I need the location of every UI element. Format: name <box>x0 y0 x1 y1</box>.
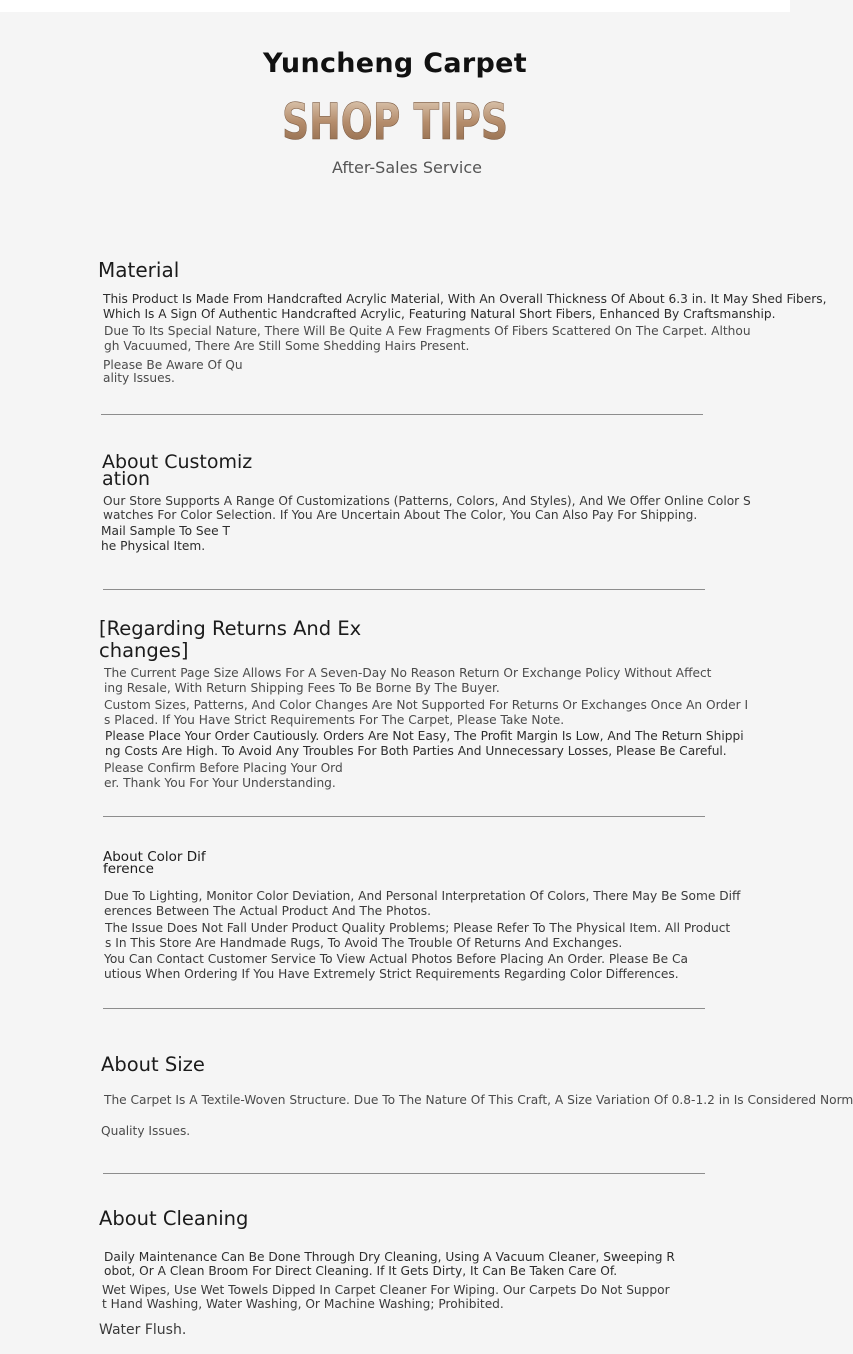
returns-line: Please Place Your Order Cautiously. Orders Are Not Easy, The Profit Margin Is Low, And The Return Shippi <box>105 729 744 743</box>
section-divider <box>103 589 705 590</box>
returns-heading-line: [Regarding Returns And Ex <box>99 617 362 640</box>
material-line: This Product Is Made From Handcrafted Acrylic Material, With An Overall Thickness Of About 6.3 in. It May Shed Fibers, <box>103 292 827 306</box>
returns-line: ng Costs Are High. To Avoid Any Troubles For Both Parties And Unnecessary Losses, Please Be Careful. <box>105 744 727 758</box>
returns-line: Custom Sizes, Patterns, And Color Changes Are Not Supported For Returns Or Exchanges Once An Order I <box>104 698 749 712</box>
returns-heading-line: changes] <box>99 639 189 662</box>
page-subtitle: After-Sales Service <box>332 158 482 177</box>
returns-line: ing Resale, With Return Shipping Fees To Be Borne By The Buyer. <box>104 681 500 695</box>
cleaning-line: Water Flush. <box>99 1322 187 1338</box>
customization-heading-line: About Customiz <box>102 451 253 473</box>
cleaning-line: Daily Maintenance Can Be Done Through Dry Cleaning, Using A Vacuum Cleaner, Sweeping R <box>104 1250 675 1264</box>
customization-line: he Physical Item. <box>101 539 206 553</box>
brand-title: Yuncheng Carpet <box>263 48 527 79</box>
shop-tips-logo <box>277 82 513 150</box>
customization-line: Our Store Supports A Range Of Customizations (Patterns, Colors, And Styles), And We Offer Online Color S <box>103 494 751 508</box>
size-line: Quality Issues. <box>101 1124 191 1138</box>
material-line: Please Be Aware Of Qu <box>103 358 243 372</box>
color-line: s In This Store Are Handmade Rugs, To Avoid The Trouble Of Returns And Exchanges. <box>105 936 623 950</box>
customization-line: watches For Color Selection. If You Are Uncertain About The Color, You Can Also Pay For Shipping. <box>103 508 698 522</box>
customization-heading-line: ation <box>102 468 151 490</box>
color-line: erences Between The Actual Product And The Photos. <box>104 904 432 918</box>
returns-line: er. Thank You For Your Understanding. <box>104 776 336 790</box>
section-divider <box>101 414 703 415</box>
material-line: ality Issues. <box>103 371 175 385</box>
section-divider <box>103 1008 705 1009</box>
top-strip <box>0 0 790 12</box>
cleaning-line: obot, Or A Clean Broom For Direct Cleaning. If It Gets Dirty, It Can Be Taken Care Of. <box>104 1264 618 1278</box>
returns-line: s Placed. If You Have Strict Requirements For The Carpet, Please Take Note. <box>104 713 565 727</box>
material-line: Due To Its Special Nature, There Will Be Quite A Few Fragments Of Fibers Scattered On The Carpet. Althou <box>104 324 751 338</box>
cleaning-line: Wet Wipes, Use Wet Towels Dipped In Carpet Cleaner For Wiping. Our Carpets Do Not Suppor <box>102 1283 670 1297</box>
cleaning-line: t Hand Washing, Water Washing, Or Machine Washing; Prohibited. <box>102 1297 504 1311</box>
color-heading-line: About Color Dif <box>103 849 206 865</box>
customization-line: Mail Sample To See T <box>101 524 230 538</box>
color-line: You Can Contact Customer Service To View Actual Photos Before Placing An Order. Please Be Ca <box>104 952 688 966</box>
color-line: Due To Lighting, Monitor Color Deviation, And Personal Interpretation Of Colors, There May Be Some Diff <box>104 889 741 903</box>
color-line: utious When Ordering If You Have Extremely Strict Requirements Regarding Color Differences. <box>104 967 679 981</box>
material-heading: Material <box>98 258 180 282</box>
size-line: The Carpet Is A Textile-Woven Structure. Due To The Nature Of This Craft, A Size Variation Of 0.8-1.2 in Is Considered Norm <box>104 1093 853 1107</box>
section-divider <box>103 1173 705 1174</box>
returns-line: The Current Page Size Allows For A Seven-Day No Reason Return Or Exchange Policy Without Affect <box>104 666 712 680</box>
cleaning-heading: About Cleaning <box>99 1207 249 1230</box>
color-heading-line: ference <box>103 861 154 877</box>
size-heading: About Size <box>101 1053 205 1076</box>
material-line: gh Vacuumed, There Are Still Some Shedding Hairs Present. <box>104 339 470 353</box>
material-line: Which Is A Sign Of Authentic Handcrafted Acrylic, Featuring Natural Short Fibers, Enhanced By Craftsmanship. <box>103 307 776 321</box>
section-divider <box>103 816 705 817</box>
logo-text: SHOP TIPS <box>282 93 508 151</box>
returns-line: Please Confirm Before Placing Your Ord <box>104 761 343 775</box>
color-line: The Issue Does Not Fall Under Product Quality Problems; Please Refer To The Physical Item. All Product <box>105 921 731 935</box>
